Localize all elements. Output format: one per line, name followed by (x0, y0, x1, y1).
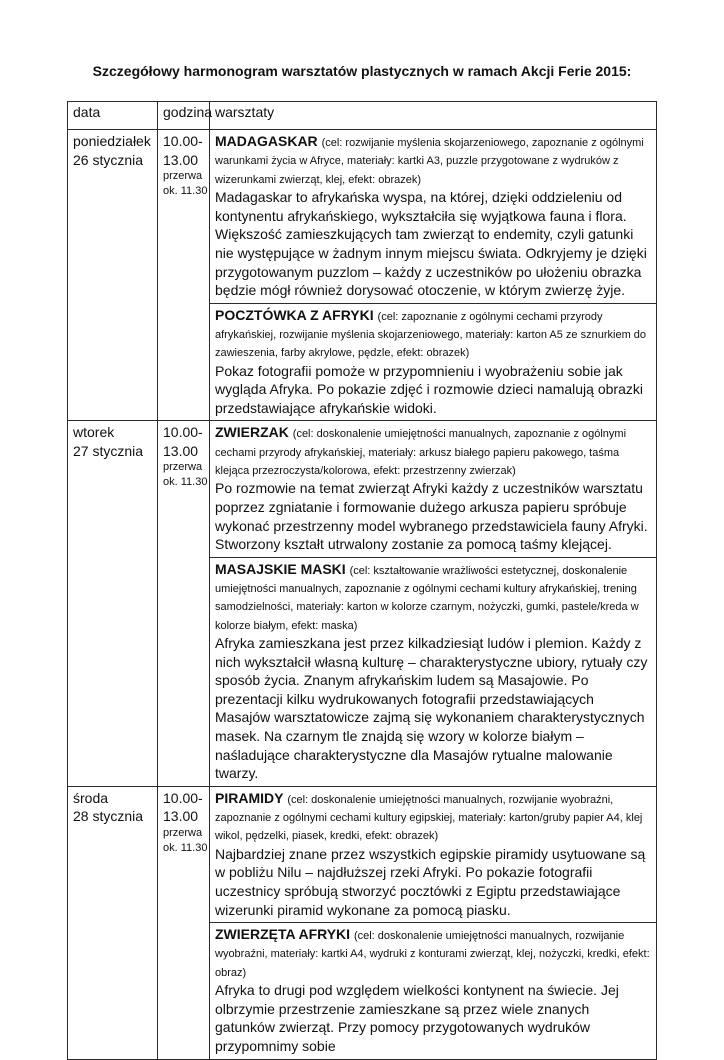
time-range-start: 10.00- (163, 424, 203, 441)
break-label: przerwa (163, 826, 203, 839)
column-header-warsztaty: warsztaty (210, 102, 657, 130)
workshop-name: PIRAMIDY (215, 789, 284, 806)
date-label: 27 stycznia (73, 442, 144, 459)
column-header-data: data (68, 102, 158, 130)
workshop-description: Po rozmowie na temat zwierząt Afryki każdy z uczestników warsztatu poprzez zgniatanie i formowanie dużego arkusza papieru spróbuje wykonać przestrzenny model wybranego przedstawiciela fauny Afryki. Stworzony kształt utrwalony zostanie za pomocą taśmy klejącej. (215, 480, 648, 553)
workshop-header (215, 132, 651, 187)
workshop-header (215, 925, 651, 980)
workshop-cell-zwierzak (210, 421, 657, 557)
table-row (68, 130, 657, 304)
date-cell-tuesday (68, 421, 158, 786)
workshop-cell-madagaskar (210, 130, 657, 304)
workshop-cell-zwierzeta-afryki (210, 923, 657, 1059)
workshop-description: Madagaskar to afrykańska wyspa, na której, dzięki oddzieleniu od kontynentu afrykańskiego, wykształciła się wyjątkowa fauna i flora. Większość zamieszkujących tam zwierząt to endemity, czyli gatunki nie występujące w żadnym innym miejscu świata. Odkryjemy je dzięki przygotowanym puzzlom – każdy z uczestników po ułożeniu obrazka będzie mógł również dorysować otoczenie, w którym zwierzę żyje. (215, 189, 647, 299)
workshop-header (215, 306, 651, 361)
date-cell-wednesday (68, 786, 158, 1059)
day-label: środa (73, 789, 109, 806)
header-row (68, 102, 657, 130)
workshop-cell-piramidy (210, 786, 657, 922)
date-label: 26 stycznia (73, 151, 144, 168)
workshop-details: (cel: rozwijanie myślenia skojarzeniowego, zapoznanie z ogólnymi warunkami życia w Afryce, materiały: kartki A3, puzzle przygotowane z wydruków z wizerunkami zwierząt, klej, efekt: obrazek) (215, 137, 644, 186)
workshop-name: MADAGASKAR (215, 133, 318, 150)
workshop-details: (cel: doskonalenie umiejętności manualnych, zapoznanie z ogólnymi cechami przyrody afrykańskiej, materiały: arkusz białego papieru pakowego, taśma klejąca przezroczysta/kolorowa, efekt: przestrzenny zwierzak) (215, 428, 627, 478)
workshop-description: Afryka to drugi pod względem wielkości kontynent na świecie. Jej olbrzymie przestrzenie zamieszkane są przez wiele znanych gatunków zwierząt. Przy pomocy przygotowanych wydruków przypomnimy sobie (215, 982, 619, 1054)
workshop-name: POCZTÓWKA Z AFRYKI (215, 306, 374, 323)
date-cell-monday (68, 130, 158, 421)
workshop-details: (cel: doskonalenie umiejętności manualnych, rozwijanie wyobraźni, zapoznanie z ogólnymi cechami kultury egipskiej, materiały: karton/gruby papier A4, klej wikol, pędzelki, piasek, kredki, efekt: obrazek) (215, 793, 643, 843)
time-range-end: 13.00 (163, 808, 199, 825)
break-label: przerwa (163, 170, 203, 183)
break-time: ok. 11.30 (163, 476, 208, 489)
time-cell-monday (158, 130, 210, 421)
time-range-start: 10.00- (163, 789, 203, 806)
time-range-start: 10.00- (163, 133, 203, 150)
workshop-header (215, 423, 651, 478)
day-label: poniedziałek (73, 133, 151, 150)
break-time: ok. 11.30 (163, 184, 208, 197)
column-header-godzina: godzina (158, 102, 210, 130)
table-row (68, 421, 657, 557)
workshop-name: MASAJSKIE MASKI (215, 560, 346, 577)
break-label: przerwa (163, 461, 203, 474)
workshop-description: Afryka zamieszkana jest przez kilkadziesiąt ludów i plemion. Każdy z nich wykształcił własną kulturę – charakterystyczne ubiory, rytuały czy sposób życia. Znanym afrykańskim ludem są Masajowie. Po prezentacji kilku wydrukowanych fotografii przedstawiających Masajów warsztatowicze zajmą się wykonaniem charakterystycznych masek. Na czarnym tle znajdą się wzory w kolorze białym – naśladujące charakterystyczne dla Masajów rytualne malowanie twarzy. (215, 634, 648, 782)
workshop-header (215, 789, 651, 844)
time-cell-wednesday (158, 786, 210, 1059)
time-range-end: 13.00 (163, 151, 199, 168)
time-cell-tuesday (158, 421, 210, 786)
workshop-name: ZWIERZĘTA AFRYKI (215, 926, 351, 943)
break-time: ok. 11.30 (163, 841, 208, 854)
workshop-cell-pocztowka (210, 303, 657, 421)
workshop-details: (cel: kształtowanie wrażliwości estetycznej, doskonalenie umiejętności manualnych, zapoznanie z ogólnymi cechami kultury afrykańskiej, trening samodzielności, materiały: karton w kolorze czarnym, nożyczki, gumki, pastele/kreda w kolorze białym, efekt: maska) (215, 564, 639, 632)
time-range-end: 13.00 (163, 442, 199, 459)
table-row (68, 786, 657, 922)
day-label: wtorek (73, 424, 115, 441)
schedule-table (67, 101, 657, 1059)
workshop-details: (cel: doskonalenie umiejętności manualnych, rozwijanie wyobraźni, materiały: kartki A4, wydruki z konturami zwierząt, klej, nożyczki, kredki, efekt: obraz) (215, 930, 650, 979)
workshop-header (215, 560, 651, 633)
workshop-description: Pokaz fotografii pomoże w przypomnieniu i wyobrażeniu sobie jak wygląda Afryka. Po pokazie zdjęć i rozmowie dzieci namalują obrazki przedstawiające afrykańskie widoki. (215, 362, 643, 416)
date-label: 28 stycznia (73, 808, 144, 825)
workshop-cell-masajskie-maski (210, 557, 657, 786)
workshop-details: (cel: zapoznanie z ogólnymi cechami przyrody afrykańskiej, rozwijanie myślenia skojarzeniowego, materiały: karton A5 ze sznurkiem do zawieszenia, farby akrylowe, pędzle, efekt: obrazek) (215, 310, 647, 360)
page-title: Szczegółowy harmonogram warsztatów plastycznych w ramach Akcji Ferie 2015: (92, 63, 632, 79)
workshop-name: ZWIERZAK (215, 424, 289, 441)
workshop-description: Najbardziej znane przez wszystkich egipskie piramidy usytuowane są w pobliżu Nilu – najdłuższej rzeki Afryki. Po pokazie fotografii uczestnicy spróbują stworzyć pocztówki z Egiptu przedstawiające wizerunki piramid wykonane za pomocą piasku. (215, 845, 646, 918)
